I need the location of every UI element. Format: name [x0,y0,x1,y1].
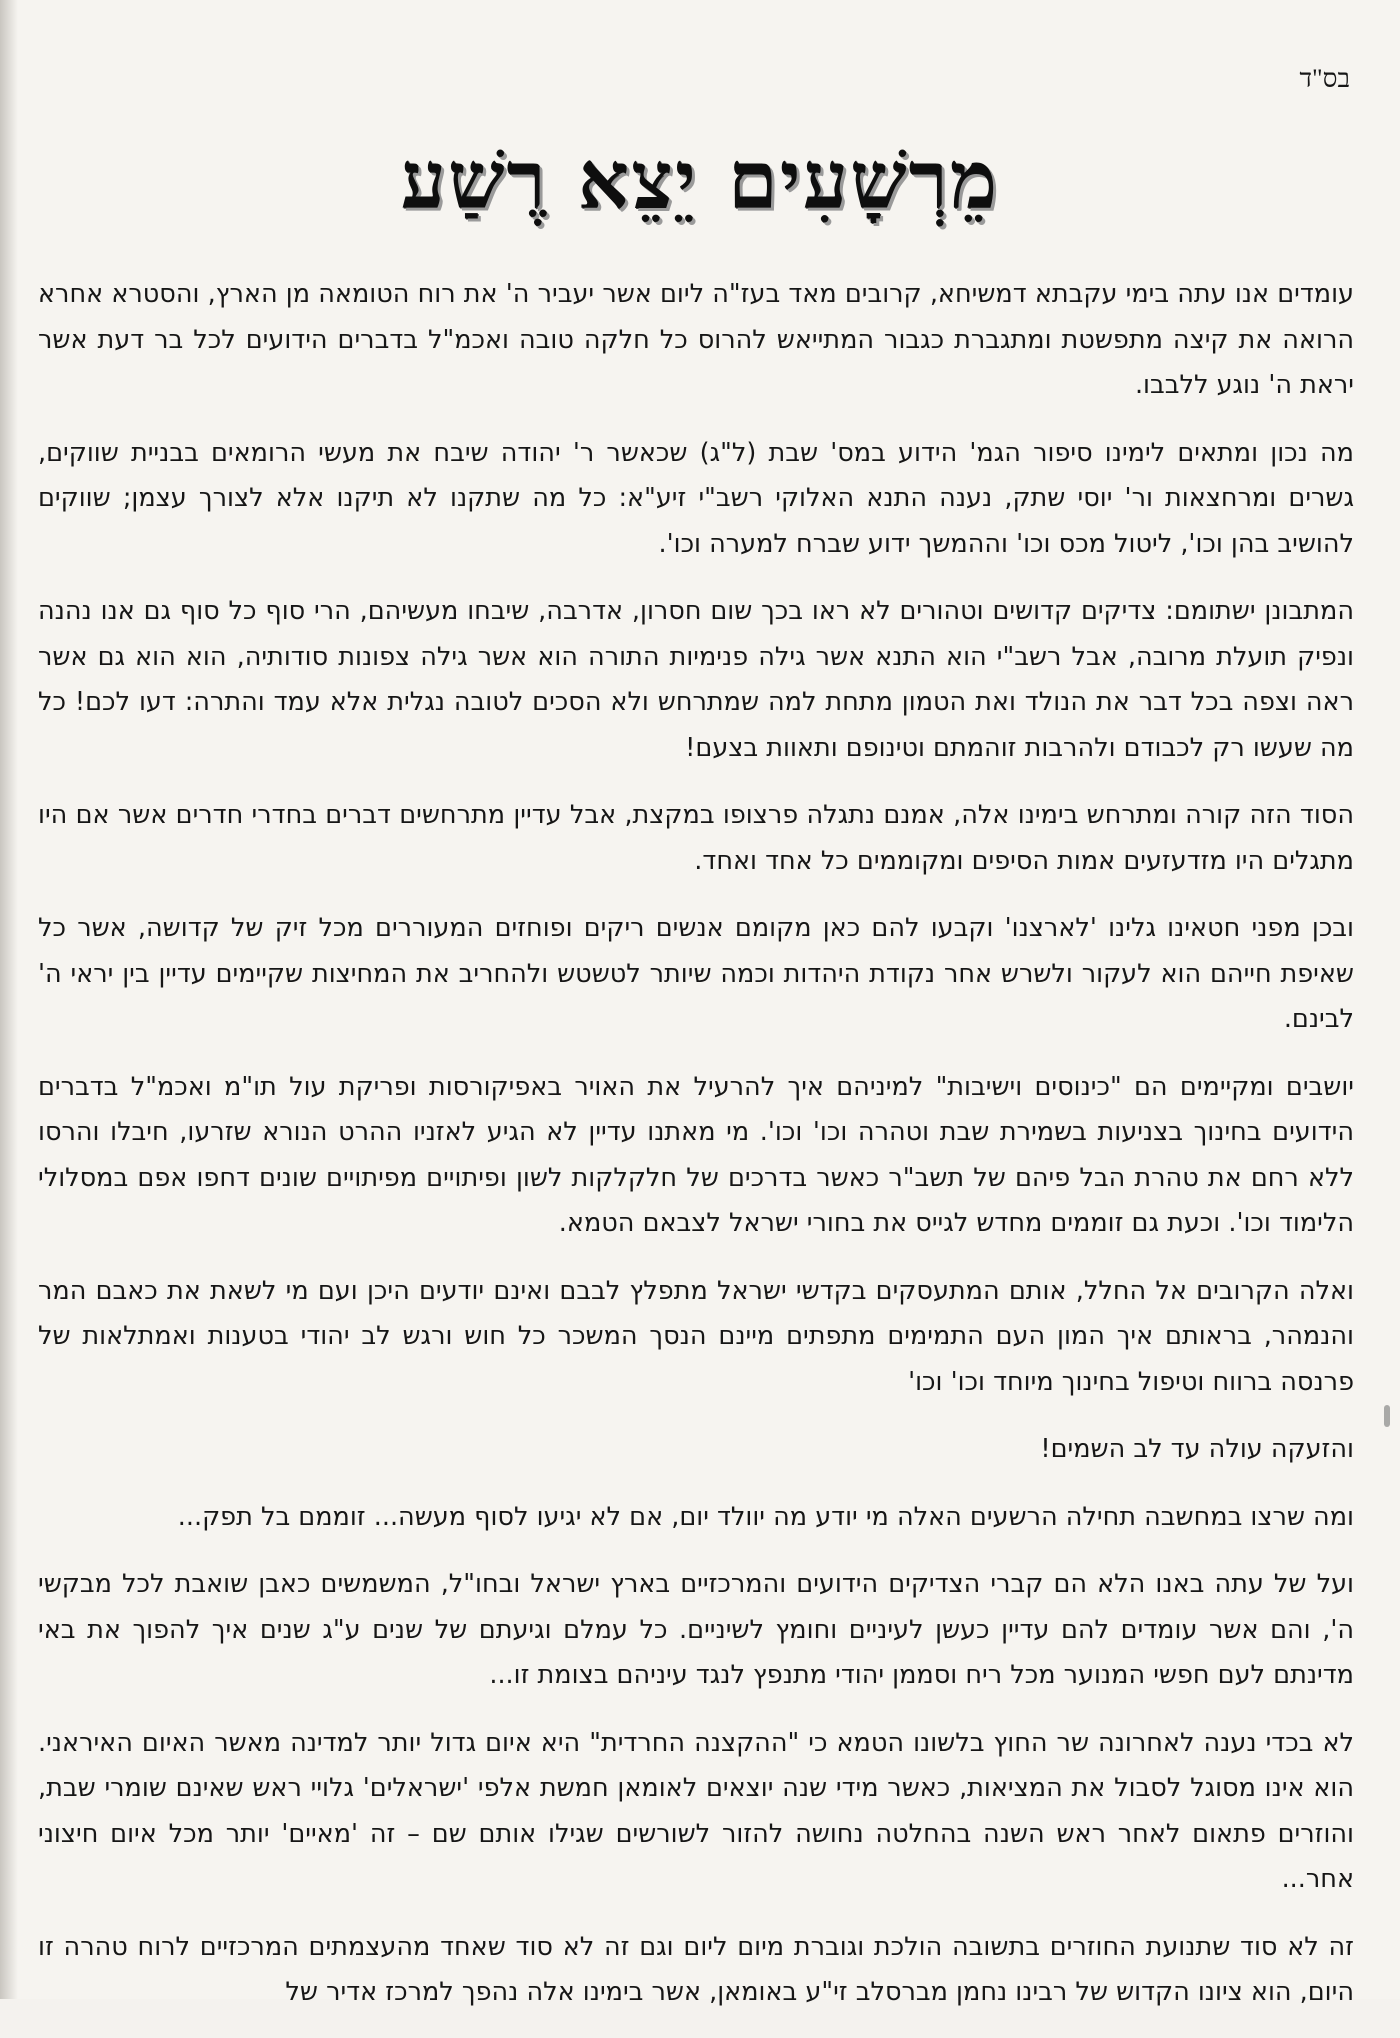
article-body [38,272,1354,2038]
page-title: מֵרְשָׁעִים יֵצֵא רֶשַׁע [400,133,1000,227]
scan-edge-shadow [0,0,18,1999]
paragraph: ועל של עתה באנו הלא הם קברי הצדיקים הידועים והמרכזיים בארץ ישראל ובחו"ל, המשמשים כאבן שואבת לכל מבקשי ה', והם אשר עומדים להם עדיין כעשן לעיניים וחומץ לשיניים. כל עמלם וגיעתם של שנים ע"ג שנים איך להפוך את באי מדינתם לעם חפשי המנוער מכל ריח וסממן יהודי מתנפץ לנגד עיניהם בצומת זו... [38,1569,1354,1690]
paragraph: יושבים ומקיימים הם "כינוסים וישיבות" למיניהם איך להרעיל את האויר באפיקורסות ופריקת עול תו"מ ואכמ"ל בדברים הידועים בחינוך בצניעות בשמירת שבת וטהרה וכו' וכו'. מי מאתנו עדיין לא הגיע לאזניו ההרט הנורא שזרעו, חיבלו והרסו ללא רחם את טהרת הבל פיהם של תשב"ר כאשר בדרכים של חלקלקות לשון ופיתויים מפיתויים שונים דחפו אפם במסלולי הלימוד וכו'. וכעת גם זוממים מחדש לגייס את בחורי ישראל לצבאם הטמא. [38,1071,1354,1238]
header-mark: בס"ד [1299,64,1350,93]
paragraph: והזעקה עולה עד לב השמים! [1040,1434,1354,1464]
paragraph: מה נכון ומתאים לימינו סיפור הגמ' הידוע במס' שבת (ל"ג) שכאשר ר' יהודה שיבח את מעשי הרומאים בבניית שווקים, גשרים ומרחצאות ור' יוסי שתק, נענה התנא האלוקי רשב"י זיע"א: כל מה שתקנו לא תיקנו אלא לצורך עצמן; שווקים להושיב בהן וכו', ליטול מכס וכו' וההמשך ידוע שברח למערה וכו'. [38,437,1354,559]
paragraph: זה לא סוד שתנועת החוזרים בתשובה הולכת וגוברת מיום ליום וגם זה לא סוד שאחד מהעצמתים המרכזיים לרוח טהרה זו היום, הוא ציונו הקדוש של רבינו נחמן מברסלב זי"ע באומאן, אשר בימינו אלה נהפך למרכז אדיר של [38,1931,1354,2007]
paragraph: ובכן מפני חטאינו גלינו 'לארצנו' וקבעו להם כאן מקומם אנשים ריקים ופוחזים המעוררים מכל זיק של קדושה, אשר כל שאיפת חייהם הוא לעקור ולשרש אחר נקודת היהדות וכמה שיותר לטשטש ולהחריב את המחיצות שקיימים עדיין בין יראי ה' לבינם. [38,913,1354,1034]
paragraph: עומדים אנו עתה בימי עקבתא דמשיחא, קרובים מאד בעז"ה ליום אשר יעביר ה' את רוח הטומאה מן הארץ, והסטרא אחרא הרואה את קיצה מתפשטת ומתגברת כגבור המתייאש להרוס כל חלקה טובה ואכמ"ל בדברים הידועים לכל בר דעת אשר יראת ה' נוגע ללבבו. [38,279,1354,400]
paragraph: ואלה הקרובים אל החלל, אותם המתעסקים בקדשי ישראל מתפלץ לבבם ואינם יודעים היכן ועם מי לשאת את כאבם המר והנמהר, בראותם איך המון העם התמימים מתפתים מיינם הנסך המשכר כל חוש ורגש לב יהודי בטענות ואמתלאות של פרנסה ברווח וטיפול בחינוך מיוחד וכו' וכו' [38,1275,1354,1397]
paragraph: הסוד הזה קורה ומתרחש בימינו אלה, אמנם נתגלה פרצופו במקצת, אבל עדיין מתרחשים דברים בחדרי חדרים אשר אם היו מתגלים היו מזדעזעים אמות הסיפים ומקוממים כל אחד ואחד. [38,800,1354,876]
paragraph: המתבונן ישתומם: צדיקים קדושים וטהורים לא ראו בכך שום חסרון, אדרבה, שיבחו מעשיהם, הרי סוף כל סוף גם אנו נהנה ונפיק תועלת מרובה, אבל רשב"י הוא התנא אשר גילה פנימיות התורה הוא אשר גילה צפונות סודותיה, הוא הוא גם אשר ראה וצפה בכל דבר את הנולד ואת הטמון מתחת למה שמתרחש ולא הסכים לטובה נגלית אלא עמד והתרה: דעו לכם! כל מה שעשו רק לכבודם ולהרבות זוהמתם וטינופם ותאוות בצעם! [38,596,1354,763]
scan-artifact [1384,1405,1390,1427]
paragraph: ומה שרצו במחשבה תחילה הרשעים האלה מי יודע מה יוולד יום, אם לא יגיעו לסוף מעשה... זוממם בל תפק... [177,1501,1354,1532]
paragraph: לא בכדי נענה לאחרונה שר החוץ בלשונו הטמא כי "ההקצנה החרדית" היא איום גדול יותר למדינה מאשר האיום האיראני. הוא אינו מסוגל לסבול את המציאות, כאשר מידי שנה יוצאים לאומאן חמשת אלפי 'ישראלים' גלויי ראש שאינם שומרי שבת, והוזרים פתאום לאחר ראש השנה בהחלטה נחושה להזור לשורשים שגילו אותם שם – זה 'מאיים' יותר מכל איום חיצוני אחר... [38,1727,1354,1894]
